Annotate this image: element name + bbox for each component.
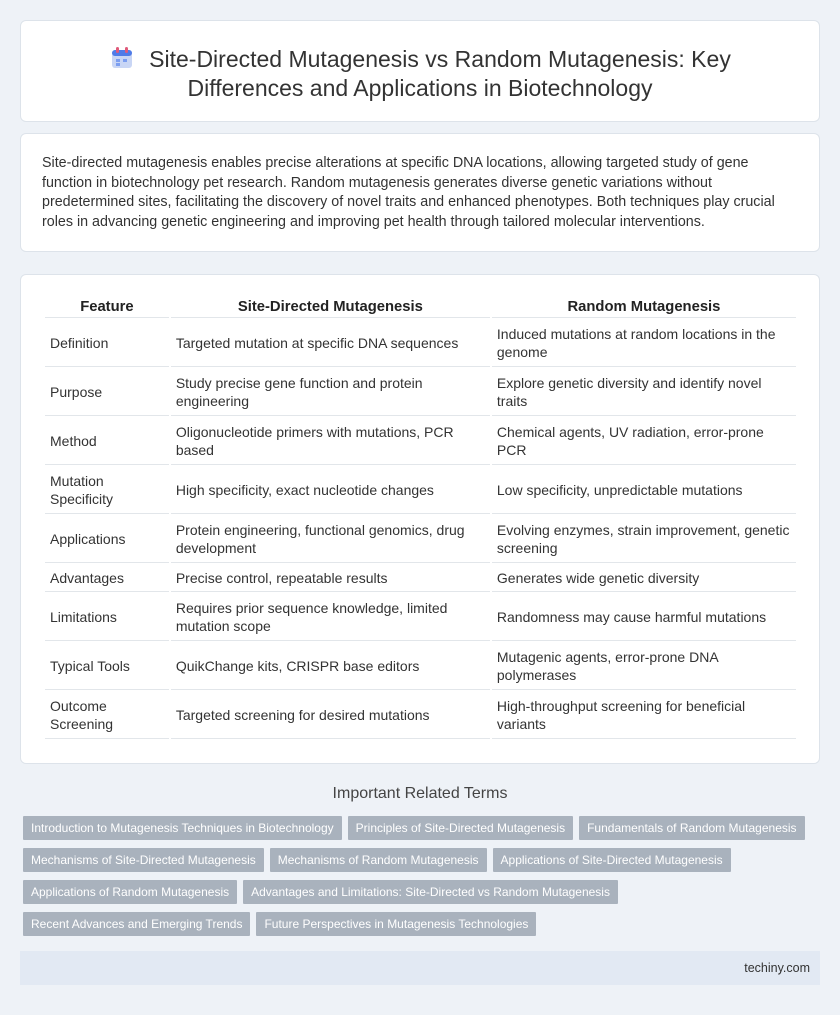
random-cell: Generates wide genetic diversity xyxy=(492,565,796,592)
feature-cell: Typical Tools xyxy=(45,643,169,690)
header-feature: Feature xyxy=(45,299,169,318)
related-term-tag[interactable]: Applications of Random Mutagenesis xyxy=(23,880,237,904)
title-line-2: Differences and Applications in Biotechnology xyxy=(187,75,653,101)
feature-cell: Method xyxy=(45,418,169,465)
site-directed-cell: Precise control, repeatable results xyxy=(171,565,490,592)
random-cell: Mutagenic agents, error-prone DNA polymerases xyxy=(492,643,796,690)
site-directed-cell: Targeted screening for desired mutations xyxy=(171,692,490,739)
random-cell: Low specificity, unpredictable mutations xyxy=(492,467,796,514)
intro-paragraph: Site-directed mutagenesis enables precise alterations at specific DNA locations, allowing targeted study of gene function in biotechnology pet research. Random mutagenesis generates diverse genetic variations without predetermined sites, facilitating the discovery of novel traits and enhanced phenotypes. Both techniques play crucial roles in advancing genetic engineering and improving pet health through tailored molecular interventions. xyxy=(42,155,775,230)
site-directed-cell: Study precise gene function and protein engineering xyxy=(171,369,490,416)
table-row xyxy=(45,320,796,367)
title-line-1: Site-Directed Mutagenesis vs Random Mutagenesis: Key xyxy=(149,46,731,72)
random-cell: High-throughput screening for beneficial variants xyxy=(492,692,796,739)
feature-cell: Mutation Specificity xyxy=(45,467,169,514)
related-term-tag[interactable]: Mechanisms of Random Mutagenesis xyxy=(270,848,487,872)
table-header-row xyxy=(45,299,796,318)
feature-cell: Outcome Screening xyxy=(45,692,169,739)
table-row xyxy=(45,643,796,690)
random-cell: Explore genetic diversity and identify novel traits xyxy=(492,369,796,416)
calendar-icon xyxy=(109,45,135,71)
site-directed-cell: Requires prior sequence knowledge, limited mutation scope xyxy=(171,594,490,641)
random-cell: Chemical agents, UV radiation, error-prone PCR xyxy=(492,418,796,465)
intro-card xyxy=(20,133,820,252)
title-card xyxy=(20,20,820,122)
feature-cell: Definition xyxy=(45,320,169,367)
related-term-tag[interactable]: Applications of Site-Directed Mutagenesis xyxy=(493,848,731,872)
footer xyxy=(20,951,820,985)
site-directed-cell: Targeted mutation at specific DNA sequences xyxy=(171,320,490,367)
related-term-tag[interactable]: Recent Advances and Emerging Trends xyxy=(23,912,250,936)
table-row xyxy=(45,516,796,563)
site-directed-cell: Oligonucleotide primers with mutations, PCR based xyxy=(171,418,490,465)
feature-cell: Advantages xyxy=(45,565,169,592)
table-row xyxy=(45,369,796,416)
table-row xyxy=(45,467,796,514)
random-cell: Evolving enzymes, strain improvement, genetic screening xyxy=(492,516,796,563)
feature-cell: Purpose xyxy=(45,369,169,416)
site-directed-cell: High specificity, exact nucleotide changes xyxy=(171,467,490,514)
related-terms-title: Important Related Terms xyxy=(332,785,508,802)
feature-cell: Applications xyxy=(45,516,169,563)
comparison-card xyxy=(20,274,820,764)
header-site-directed: Site-Directed Mutagenesis xyxy=(171,299,490,318)
site-directed-cell: Protein engineering, functional genomics, drug development xyxy=(171,516,490,563)
related-terms-list xyxy=(23,816,823,944)
random-cell: Induced mutations at random locations in the genome xyxy=(492,320,796,367)
header-random: Random Mutagenesis xyxy=(492,299,796,318)
site-directed-cell: QuikChange kits, CRISPR base editors xyxy=(171,643,490,690)
feature-cell: Limitations xyxy=(45,594,169,641)
table-row xyxy=(45,418,796,465)
related-term-tag[interactable]: Introduction to Mutagenesis Techniques in Biotechnology xyxy=(23,816,342,840)
related-term-tag[interactable]: Principles of Site-Directed Mutagenesis xyxy=(348,816,573,840)
footer-site-link[interactable]: techiny.com xyxy=(744,961,810,975)
table-row xyxy=(45,594,796,641)
comparison-table xyxy=(43,297,798,741)
table-row xyxy=(45,565,796,592)
related-term-tag[interactable]: Fundamentals of Random Mutagenesis xyxy=(579,816,804,840)
related-term-tag[interactable]: Future Perspectives in Mutagenesis Technologies xyxy=(256,912,536,936)
table-row xyxy=(45,692,796,739)
page-title xyxy=(21,45,819,103)
random-cell: Randomness may cause harmful mutations xyxy=(492,594,796,641)
related-term-tag[interactable]: Advantages and Limitations: Site-Directed vs Random Mutagenesis xyxy=(243,880,618,904)
related-term-tag[interactable]: Mechanisms of Site-Directed Mutagenesis xyxy=(23,848,264,872)
